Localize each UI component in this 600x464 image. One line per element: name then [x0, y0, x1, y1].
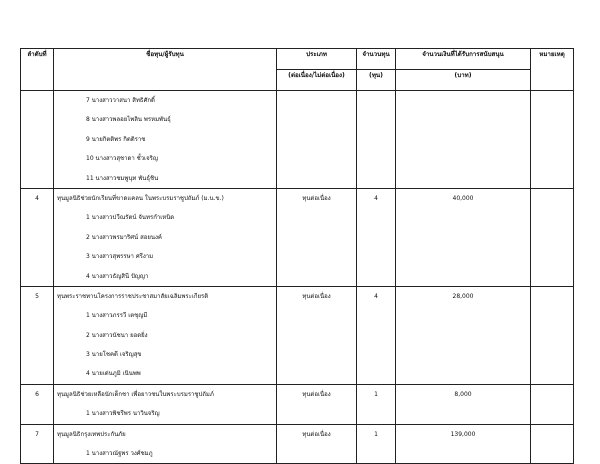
member-line: 3 นายโชคดี เจริญสุข — [86, 351, 142, 359]
member-line: 1 นางสาวภรรวี เตชุญมี — [86, 312, 148, 320]
member-line: 2 นางสาวนัชนา ยอดยิ่ง — [86, 331, 148, 339]
member-line: 4 นายเด่นภูมิ เนินพพ — [86, 370, 141, 378]
cell-note — [531, 91, 574, 189]
cell-amount: 139,000 — [396, 424, 531, 464]
scholarship-name: ทุนมูลนิธิช่วยเหลือนักเด็กชา เพื่อยาวชนในพระบรมราชูปถัมภ์ — [57, 390, 214, 398]
cell-no: 4 — [21, 188, 54, 286]
table-row — [21, 188, 574, 286]
member-line: 1 นางสาวพิชรีพร นาวินจริญ — [86, 410, 160, 418]
cell-no: 5 — [21, 286, 54, 384]
member-line: 11 นางสาวชมพูนุท พันธุ์ชิน — [86, 174, 159, 182]
cell-name — [54, 91, 277, 189]
scholarship-name: ทุนมูลนิธิกรุงเทพประกันภัย — [57, 430, 126, 438]
cell-amount: 40,000 — [396, 188, 531, 286]
cell-type — [277, 91, 357, 189]
member-line: 10 นางสาวสุชาดา ชั้วเจริญ — [86, 155, 158, 163]
cell-no — [21, 91, 54, 189]
cell-amount — [396, 91, 531, 189]
cell-type: ทุนต่อเนื่อง — [277, 286, 357, 384]
cell-count: 4 — [357, 286, 396, 384]
table-row-continued — [21, 91, 574, 189]
cell-no: 6 — [21, 384, 54, 424]
header-type-sub: (ต่อเนื่อง/ไม่ต่อเนื่อง) — [277, 70, 357, 91]
scholarship-name: ทุนพระราชทานโครงการราชประชาสมาสัยเฉลิมพระเกียรติ — [57, 292, 209, 300]
header-type: ประเภท — [277, 49, 357, 70]
cell-note — [531, 424, 574, 464]
cell-no: 7 — [21, 424, 54, 464]
cell-count: 1 — [357, 384, 396, 424]
header-amount-sub: (บาท) — [396, 70, 531, 91]
cell-count — [357, 91, 396, 189]
cell-name — [54, 424, 277, 464]
scholarship-name: ทุนมูลนิธิช่วยนักเรียนที่ขาดแคลน ในพระบรมราชูปถัมภ์ (ม.น.ข.) — [57, 194, 224, 202]
cell-note — [531, 188, 574, 286]
header-name: ชื่อทุน/ผู้รับทุน — [54, 49, 277, 91]
member-line: 2 นางสาวพรมาริศน์ สอยนงค์ — [86, 233, 162, 241]
cell-amount: 8,000 — [396, 384, 531, 424]
cell-note — [531, 384, 574, 424]
cell-count: 1 — [357, 424, 396, 464]
member-line: 3 นางสาวสุพรรษา ศรีงาม — [86, 253, 154, 261]
header-note: หมายเหตุ — [531, 49, 574, 91]
member-line: 9 นายกิตติพร กิตติราช — [86, 135, 146, 143]
cell-note — [531, 286, 574, 384]
cell-name — [54, 384, 277, 424]
cell-count: 4 — [357, 188, 396, 286]
header-amount: จำนวนเงินที่ได้รับการสนับสนุน — [396, 49, 531, 70]
cell-type: ทุนต่อเนื่อง — [277, 424, 357, 464]
member-line: 8 นางสาวพลอยไพลิน พรหมพันธุ์ — [86, 116, 171, 124]
cell-type: ทุนต่อเนื่อง — [277, 384, 357, 424]
cell-name — [54, 188, 277, 286]
cell-amount: 28,000 — [396, 286, 531, 384]
header-no: ลำดับที่ — [21, 49, 54, 91]
header-count-sub: (ทุน) — [357, 70, 396, 91]
table-row — [21, 424, 574, 464]
member-line: 1 นางสาวณัฐพร วงศ์ชมภู — [86, 450, 153, 458]
cell-type: ทุนต่อเนื่อง — [277, 188, 357, 286]
member-line: 4 นางสาวธัญสินี ปัญญา — [86, 272, 149, 280]
member-line: 1 นางสาวปวีณรัตน์ จันทรกำเหนิด — [86, 214, 175, 222]
scholarship-table — [20, 48, 574, 464]
header-count: จำนวนทุน — [357, 49, 396, 70]
table-row — [21, 384, 574, 424]
cell-name — [54, 286, 277, 384]
table-row — [21, 286, 574, 384]
member-line: 7 นางสาววาสนา สิทธิศักดิ์ — [86, 97, 155, 104]
